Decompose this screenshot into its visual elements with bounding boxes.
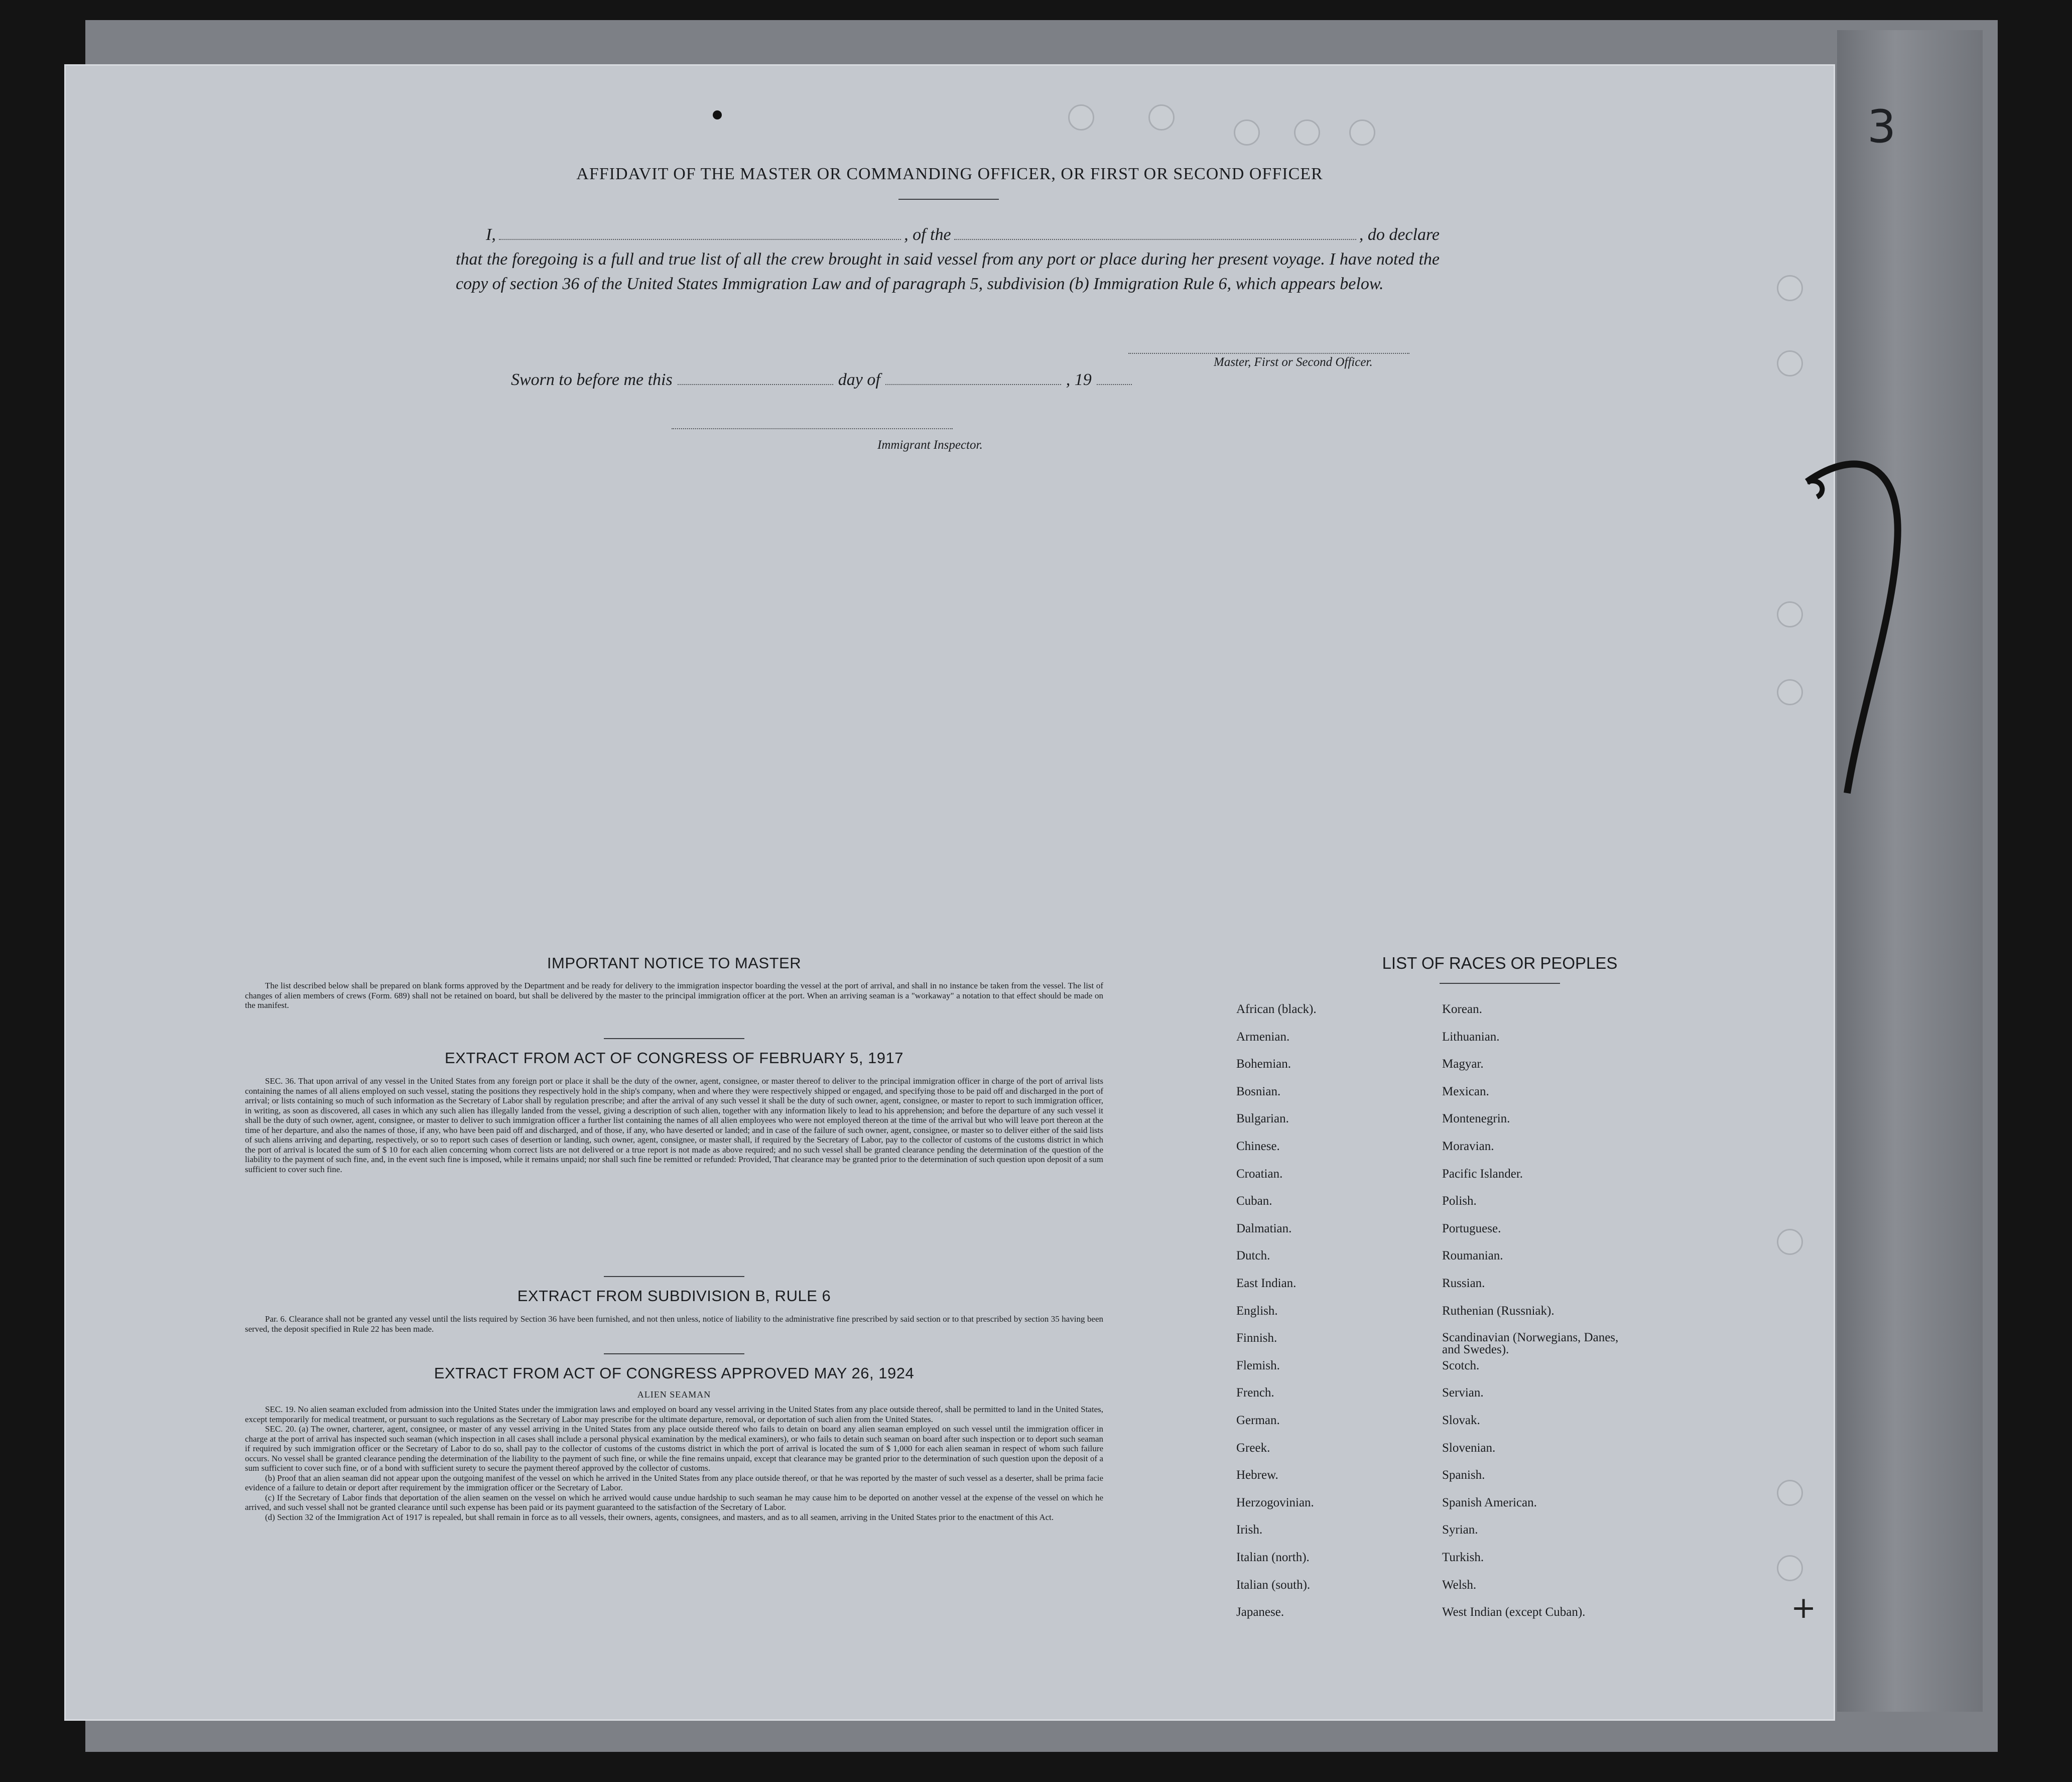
- binder-hole: [1148, 104, 1175, 131]
- race-item: Korean.: [1442, 1002, 1482, 1016]
- sec-20c-text: (c) If the Secretary of Labor finds that deportation of the alien seamen on the vessel on which he arrived would cause undue hardship to such seaman he may cause him to be deported on another vessel at the expense of the vessel on which he arrived, and such vessel shall not be granted clearance until such expense has been paid or its payment guaranteed to the satisfaction of the Secretary of Labor.: [245, 1492, 1103, 1512]
- binder-hole: [1777, 1229, 1803, 1255]
- sworn-day-field[interactable]: [678, 384, 833, 385]
- race-item: Lithuanian.: [1442, 1030, 1500, 1044]
- sworn-prefix: Sworn to before me this: [511, 370, 673, 389]
- race-item: Slovak.: [1442, 1414, 1480, 1427]
- race-item: Croatian.: [1236, 1167, 1283, 1181]
- race-item: English.: [1236, 1304, 1278, 1318]
- extract-1917-title: EXTRACT FROM ACT OF CONGRESS OF FEBRUARY 5, 1917: [444, 1049, 904, 1067]
- race-item: Bosnian.: [1236, 1084, 1281, 1098]
- race-item: Bulgarian.: [1236, 1112, 1289, 1126]
- section-rule: [604, 1276, 744, 1277]
- binder-hole: [1349, 119, 1375, 146]
- sworn-month-field[interactable]: [885, 384, 1061, 385]
- binder-hole: [1234, 119, 1260, 146]
- binder-hole: [1777, 1480, 1803, 1506]
- extract-1917-body: SEC. 36. That upon arrival of any vessel in the United States from any foreign port or place it shall be the duty of the owner, agent, consignee, or master thereof to deliver to the principal immigration officer in charge of the port of arrival lists containing the names of all aliens employed on such vessel, stating the positions they respectively hold in the ship's company, when and where they were respectively shipped or engaged, and specifying those to be paid off and discharged in the port of arrival; or lists containing so much of such information as the Secretary of Labor shall by regulation prescribe; and after the arrival of any such vessel it shall be the duty of such owner, agent, consignee, or master to report to such immigration officer, in writing, as soon as discovered, all cases in which any such alien has illegally landed from the vessel, giving a description of such alien, together with any information likely to lead to his apprehension; and before the departure of any such vessel it shall be the duty of such owner, agent, consignee, or master to deliver to such immigration officer a further list containing the names of all alien employees who were not employed thereon at the time of the arrival but who will leave port thereon at the time of her departure, and also the names of those, if any, who have been paid off and discharged, and of those, if any, who have deserted or landed; and in case of the failure of such owner, agent, consignee, or master so to deliver either of the said lists of such aliens arriving and departing, respectively, or so to report such cases of desertion or landing, such owner, agent, consignee, or master shall, if required by the Secretary of Labor, pay to the collector of customs of the customs district in which the port of arrival is located the sum of $ 10 for each alien concerning whom correct lists are not delivered or a true report is not made as above required; and no such vessel shall be granted clearance pending the determination of the question of the liability to the payment of such fine, and, in the event such fine is imposed, while it remains unpaid; nor shall such fine be remitted or refunded: Provided, That clearance may be granted prior to the determination of such question upon deposit of a sum sufficient to cover such fine.: [245, 1076, 1103, 1174]
- race-item: Armenian.: [1236, 1030, 1290, 1044]
- race-item: Turkish.: [1442, 1551, 1484, 1564]
- title-rule: [898, 199, 999, 200]
- master-signature-field[interactable]: [1128, 353, 1409, 354]
- race-item: Spanish.: [1442, 1468, 1485, 1482]
- race-item: Syrian.: [1442, 1523, 1478, 1537]
- inspector-signature-caption: Immigrant Inspector.: [877, 438, 983, 452]
- handwritten-corner-number: 3: [1867, 100, 1896, 153]
- race-item: Welsh.: [1442, 1578, 1477, 1592]
- race-item: Portuguese.: [1442, 1221, 1501, 1235]
- sec-19-text: SEC. 19. No alien seaman excluded from admission into the United States under the immigration laws and employed on board any vessel arriving in the United States from any place outside thereof, shall be permitted to land in the United States, except temporarily for medical treatment, or pursuant to such regulations as the Secretary of Labor may prescribe for the ultimate departure, removal, or deportation of such alien from the United States.: [245, 1405, 1103, 1424]
- binder-hole: [1777, 275, 1803, 301]
- races-title: LIST OF RACES OR PEOPLES: [1382, 954, 1618, 972]
- section-rule: [604, 1038, 744, 1039]
- notice-body: The list described below shall be prepared on blank forms approved by the Department and be ready for delivery to the immigration inspector boarding the vessel at the port of arrival, and shall in no instance be taken from the vessel. The list of changes of alien members of crews (Form. 689) shall not be retained on board, but shall be delivered by the master to the principal immigration officer at the port. When an arriving seaman is a "workaway" a notation to that effect should be made on the manifest.: [245, 981, 1103, 1010]
- race-item: Montenegrin.: [1442, 1112, 1510, 1126]
- binder-hole: [1068, 104, 1094, 131]
- extract-1924-subtitle: ALIEN SEAMAN: [637, 1389, 711, 1399]
- affidavit-title: AFFIDAVIT OF THE MASTER OR COMMANDING OFFICER, OR FIRST OR SECOND OFFICER: [576, 165, 1323, 183]
- race-item: Polish.: [1442, 1194, 1477, 1208]
- back-sheet-edge: [1837, 30, 1983, 1712]
- master-signature-caption: Master, First or Second Officer.: [1214, 355, 1373, 369]
- extract-1924-body: [245, 1405, 1103, 1522]
- extract-rule6-body: Par. 6. Clearance shall not be granted any vessel until the lists required by Section 36 have been furnished, and not then unless, notice of liability to the administrative fine prescribed by said section or to that prescribed by section 35 having been served, the deposit specified in Rule 22 has been made.: [245, 1314, 1103, 1334]
- race-item: Dalmatian.: [1236, 1221, 1292, 1235]
- race-item: Mexican.: [1442, 1084, 1489, 1098]
- race-item: Finnish.: [1236, 1331, 1277, 1345]
- race-item: Herzogovinian.: [1236, 1495, 1314, 1509]
- race-item: Roumanian.: [1442, 1249, 1503, 1263]
- sworn-year-field[interactable]: [1097, 384, 1132, 385]
- race-item: Chinese.: [1236, 1139, 1280, 1153]
- race-item: Servian.: [1442, 1386, 1484, 1400]
- race-item: Pacific Islander.: [1442, 1167, 1523, 1181]
- vessel-label: , of the: [904, 225, 951, 244]
- declare-label: , do declare: [1359, 225, 1440, 244]
- vessel-name-field[interactable]: [954, 239, 1356, 240]
- form-page: [64, 64, 1835, 1721]
- race-item: Bohemian.: [1236, 1057, 1291, 1071]
- race-item: West Indian (except Cuban).: [1442, 1605, 1586, 1619]
- race-item: Cuban.: [1236, 1194, 1272, 1208]
- affidavit-body: that the foregoing is a full and true list of all the crew brought in said vessel from any port or place during her present voyage. I have noted the copy of section 36 of the United States Immigration Law and of paragraph 5, subdivision (b) Immigration Rule 6, which appears below.: [456, 250, 1440, 293]
- race-item: Irish.: [1236, 1523, 1263, 1537]
- race-item: Japanese.: [1236, 1605, 1284, 1619]
- race-item: Italian (south).: [1236, 1578, 1311, 1592]
- inspector-signature-field[interactable]: [672, 428, 953, 429]
- sworn-line: [511, 370, 1137, 390]
- race-item: Moravian.: [1442, 1139, 1494, 1153]
- race-item: Italian (north).: [1236, 1551, 1310, 1564]
- sec-20b-text: (b) Proof that an alien seaman did not appear upon the outgoing manifest of the vessel on which he arrived in the United States from any place outside thereof, or that he was reported by the master of such vessel as a deserter, shall be prima facie evidence of a failure to detain or deport after requirement by the immigration officer or the Secretary of Labor.: [245, 1473, 1103, 1492]
- race-item: Greek.: [1236, 1441, 1270, 1455]
- race-item: French.: [1236, 1386, 1274, 1400]
- extract-rule6-title: EXTRACT FROM SUBDIVISION B, RULE 6: [517, 1287, 831, 1305]
- declarant-label: I,: [486, 225, 496, 244]
- race-item: Russian.: [1442, 1277, 1485, 1290]
- sec-20a-text: SEC. 20. (a) The owner, charterer, agent, consignee, or master of any vessel arriving in the United States from any place outside thereof who fails to detain on board any alien seaman employed on such vessel until the immigration officer in charge at the port of arrival has inspected such seaman (which inspection in all cases shall include a personal physical examination by the medical examiners), or who fails to detain such seaman on board after such inspection or to deport such seaman if required by such immigration officer or the Secretary of Labor to do so, shall pay to the collector of customs of the customs district in which the port of arrival is located the sum of $ 1,000 for each alien seaman in respect of whom such failure occurs. No vessel shall be granted clearance pending the determination of the liability to the payment of such fine, or while the fine remains unpaid, except that clearance may be granted prior to the determination of such question upon the deposit of a sum sufficient to cover such fine, or of a bond with sufficient surety to secure the payment thereof approved by the collector of customs.: [245, 1424, 1103, 1473]
- race-item: Spanish American.: [1442, 1495, 1537, 1509]
- binder-hole: [1294, 119, 1320, 146]
- affidavit-declaration-line: [456, 222, 1440, 247]
- race-item: Flemish.: [1236, 1358, 1280, 1372]
- race-item: African (black).: [1236, 1002, 1317, 1016]
- race-item: East Indian.: [1236, 1277, 1297, 1290]
- race-item: Hebrew.: [1236, 1468, 1278, 1482]
- sworn-day-of: day of: [838, 370, 880, 389]
- race-item: Ruthenian (Russniak).: [1442, 1304, 1555, 1318]
- race-item: Scotch.: [1442, 1358, 1480, 1372]
- handwritten-bottom-mark: +: [1791, 1590, 1817, 1625]
- binder-hole: [1777, 350, 1803, 376]
- race-item: Slovenian.: [1442, 1441, 1496, 1455]
- extract-1924-title: EXTRACT FROM ACT OF CONGRESS APPROVED MAY 26, 1924: [434, 1364, 915, 1382]
- sworn-year-prefix: , 19: [1066, 370, 1092, 389]
- races-title-rule: [1440, 983, 1560, 984]
- declarant-name-field[interactable]: [499, 239, 901, 240]
- race-item: Scandinavian (Norwegians, Danes, and Swedes).: [1442, 1331, 1619, 1357]
- race-item: Dutch.: [1236, 1249, 1270, 1263]
- section-rule: [604, 1353, 744, 1354]
- race-item: German.: [1236, 1414, 1280, 1427]
- binding-cord: [1787, 442, 1917, 803]
- affidavit-text: [456, 222, 1440, 296]
- binder-hole: [1777, 1555, 1803, 1581]
- race-item: Magyar.: [1442, 1057, 1484, 1071]
- notice-title: IMPORTANT NOTICE TO MASTER: [547, 954, 802, 972]
- punch-mark: [713, 110, 722, 119]
- sec-20d-text: (d) Section 32 of the Immigration Act of 1917 is repealed, but shall remain in force as to all vessels, their owners, agents, consignees, and masters, and as to all seamen, arriving in the United States prior to the enactment of this Act.: [265, 1512, 1054, 1522]
